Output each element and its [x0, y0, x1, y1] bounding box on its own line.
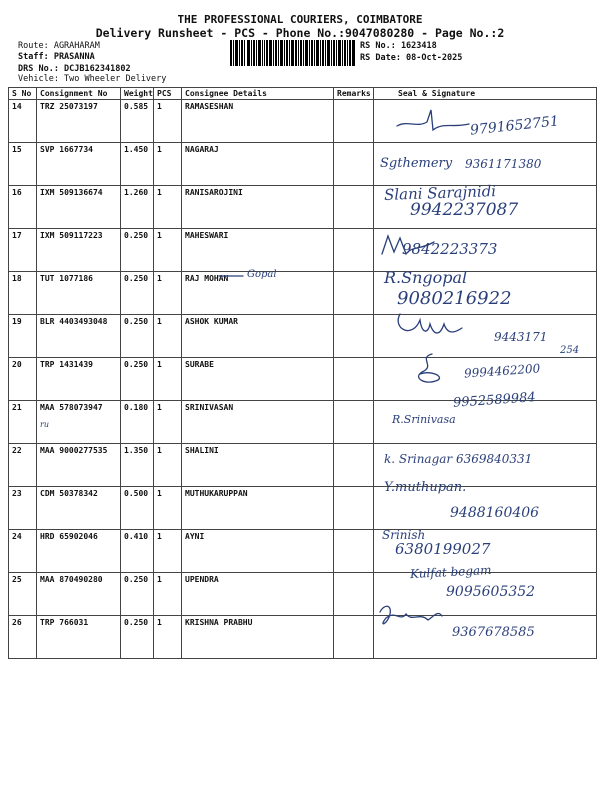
handwritten-phone: 9994462200: [463, 361, 541, 381]
cell-remarks: [334, 530, 374, 573]
cell-sno: 14: [9, 100, 37, 143]
handwritten-phone: 9095605352: [446, 584, 536, 600]
cell-consignment: HRD 65902046: [37, 530, 121, 573]
handwritten-name: Sgthemery: [380, 156, 453, 171]
handwritten-phone: 9443171: [494, 330, 548, 344]
cell-consignee: ASHOK KUMAR: [182, 315, 334, 358]
cell-consignee: KRISHNA PRABHU: [182, 616, 334, 659]
cell-remarks: [334, 229, 374, 272]
handwritten-phone: 9791652751: [469, 113, 560, 139]
header-weight: Weight: [121, 88, 154, 100]
table-header-row: [9, 88, 597, 100]
cell-remarks: [334, 143, 374, 186]
handwritten-name: Srinish: [382, 528, 426, 542]
cell-consignment: MAA 9000277535: [37, 444, 121, 487]
handwritten-phone: 9488160406: [450, 505, 540, 521]
header-signature: Seal & Signature: [374, 88, 597, 100]
cell-sno: 15: [9, 143, 37, 186]
cell-consignee: SRINIVASAN: [182, 401, 334, 444]
cell-weight: 0.250: [121, 358, 154, 401]
cell-consignee: AYNI: [182, 530, 334, 573]
handwritten-phone: 9952589984: [452, 390, 537, 411]
handwritten-extra: 254: [560, 345, 580, 356]
cell-consignee: SURABE: [182, 358, 334, 401]
barcode-image: [230, 40, 355, 66]
cell-remarks: [334, 358, 374, 401]
handwritten-name: Kulfat begam: [409, 562, 492, 582]
cell-consignment: TRP 1431439: [37, 358, 121, 401]
cell-remarks: [334, 487, 374, 530]
cell-pcs: 1: [154, 444, 182, 487]
rs-number: RS No.: 1623418: [360, 41, 437, 51]
cell-consignee: MUTHUKARUPPAN: [182, 487, 334, 530]
handwritten-text: k. Srinagar 6369840331: [384, 452, 533, 466]
handwritten-phone: 6380199027: [395, 540, 491, 558]
signature-scribble: [408, 352, 448, 390]
cell-sno: 16: [9, 186, 37, 229]
header-sno: S No: [9, 88, 37, 100]
company-title: THE PROFESSIONAL COURIERS, COIMBATORE: [177, 13, 423, 26]
cell-consignment: TRP 766031: [37, 616, 121, 659]
handwritten-name: Y.muthupan.: [384, 480, 467, 495]
cell-sno: 21: [9, 401, 37, 444]
handwritten-phone: 9842223373: [402, 240, 498, 258]
cell-consignee: UPENDRA: [182, 573, 334, 616]
cell-consignment: MAA 578073947: [37, 401, 121, 444]
cell-consignee: RANISAROJINI: [182, 186, 334, 229]
cell-sno: 22: [9, 444, 37, 487]
cell-pcs: 1: [154, 401, 182, 444]
handwritten-name: Slani Sarajnidi: [383, 182, 497, 204]
table-row: [9, 530, 597, 573]
cell-pcs: 1: [154, 573, 182, 616]
handwritten-name: R.Srinivasa: [392, 413, 456, 426]
signature-scribble: [395, 108, 475, 134]
cell-pcs: 1: [154, 229, 182, 272]
cell-sno: 25: [9, 573, 37, 616]
cell-consignee: RAMASESHAN: [182, 100, 334, 143]
cell-remarks: [334, 272, 374, 315]
signature-scribble: [376, 602, 446, 632]
cell-sno: 17: [9, 229, 37, 272]
handwritten-mark: ru: [40, 420, 49, 429]
cell-weight: 0.250: [121, 229, 154, 272]
cell-sno: 24: [9, 530, 37, 573]
cell-consignment: IXM 509136674: [37, 186, 121, 229]
cell-weight: 0.250: [121, 616, 154, 659]
cell-weight: 0.180: [121, 401, 154, 444]
cell-sno: 23: [9, 487, 37, 530]
cell-weight: 1.450: [121, 143, 154, 186]
cell-pcs: 1: [154, 315, 182, 358]
handwritten-phone: 9361171380: [465, 157, 542, 171]
cell-pcs: 1: [154, 616, 182, 659]
cell-consignee: NAGARAJ: [182, 143, 334, 186]
cell-pcs: 1: [154, 487, 182, 530]
handwritten-phone: 9080216922: [397, 288, 512, 309]
cell-sno: 18: [9, 272, 37, 315]
strike-line: [219, 272, 245, 280]
route-text: Route: AGRAHARAM: [18, 41, 100, 51]
cell-consignment: SVP 1667734: [37, 143, 121, 186]
cell-weight: 0.250: [121, 573, 154, 616]
cell-remarks: [334, 444, 374, 487]
cell-weight: 0.250: [121, 315, 154, 358]
cell-remarks: [334, 401, 374, 444]
header-consignment-no: Consignment No: [37, 88, 121, 100]
cell-consignee: MAHESWARI: [182, 229, 334, 272]
signature-scribble: [392, 310, 472, 342]
cell-consignment: IXM 509117223: [37, 229, 121, 272]
rs-date: RS Date: 08-Oct-2025: [360, 53, 463, 63]
header-consignee: Consignee Details: [182, 88, 334, 100]
cell-weight: 1.350: [121, 444, 154, 487]
cell-weight: 0.410: [121, 530, 154, 573]
cell-pcs: 1: [154, 143, 182, 186]
cell-weight: 0.585: [121, 100, 154, 143]
drs-number: DRS No.: DCJB162341802: [18, 64, 131, 74]
handwritten-name: R.Sngopal: [384, 268, 468, 287]
staff-text: Staff: PRASANNA: [18, 52, 95, 62]
cell-remarks: [334, 315, 374, 358]
cell-consignment: CDM 50378342: [37, 487, 121, 530]
cell-weight: 0.250: [121, 272, 154, 315]
cell-remarks: [334, 573, 374, 616]
cell-pcs: 1: [154, 530, 182, 573]
cell-pcs: 1: [154, 186, 182, 229]
cell-remarks: [334, 616, 374, 659]
handwritten-note: Gopal: [247, 269, 277, 280]
cell-consignee: SHALINI: [182, 444, 334, 487]
cell-remarks: [334, 186, 374, 229]
cell-pcs: 1: [154, 358, 182, 401]
header-remarks: Remarks: [334, 88, 374, 100]
cell-weight: 0.500: [121, 487, 154, 530]
cell-consignment: BLR 4403493048: [37, 315, 121, 358]
header-pcs: PCS: [154, 88, 182, 100]
cell-pcs: 1: [154, 272, 182, 315]
cell-consignee: RAJ MOHAN: [182, 272, 334, 315]
cell-pcs: 1: [154, 100, 182, 143]
vehicle-text: Vehicle: Two Wheeler Delivery: [18, 74, 167, 84]
cell-consignment: TRZ 25073197: [37, 100, 121, 143]
cell-sno: 20: [9, 358, 37, 401]
cell-consignment: MAA 870490280: [37, 573, 121, 616]
cell-weight: 1.260: [121, 186, 154, 229]
cell-sno: 26: [9, 616, 37, 659]
table-row: [9, 229, 597, 272]
handwritten-phone: 9367678585: [452, 625, 535, 640]
runsheet-subtitle: Delivery Runsheet - PCS - Phone No.:9047080280 - Page No.:2: [95, 26, 505, 40]
handwritten-phone: 9942237087: [410, 200, 519, 220]
cell-sno: 19: [9, 315, 37, 358]
cell-consignment: TUT 1077186: [37, 272, 121, 315]
cell-remarks: [334, 100, 374, 143]
